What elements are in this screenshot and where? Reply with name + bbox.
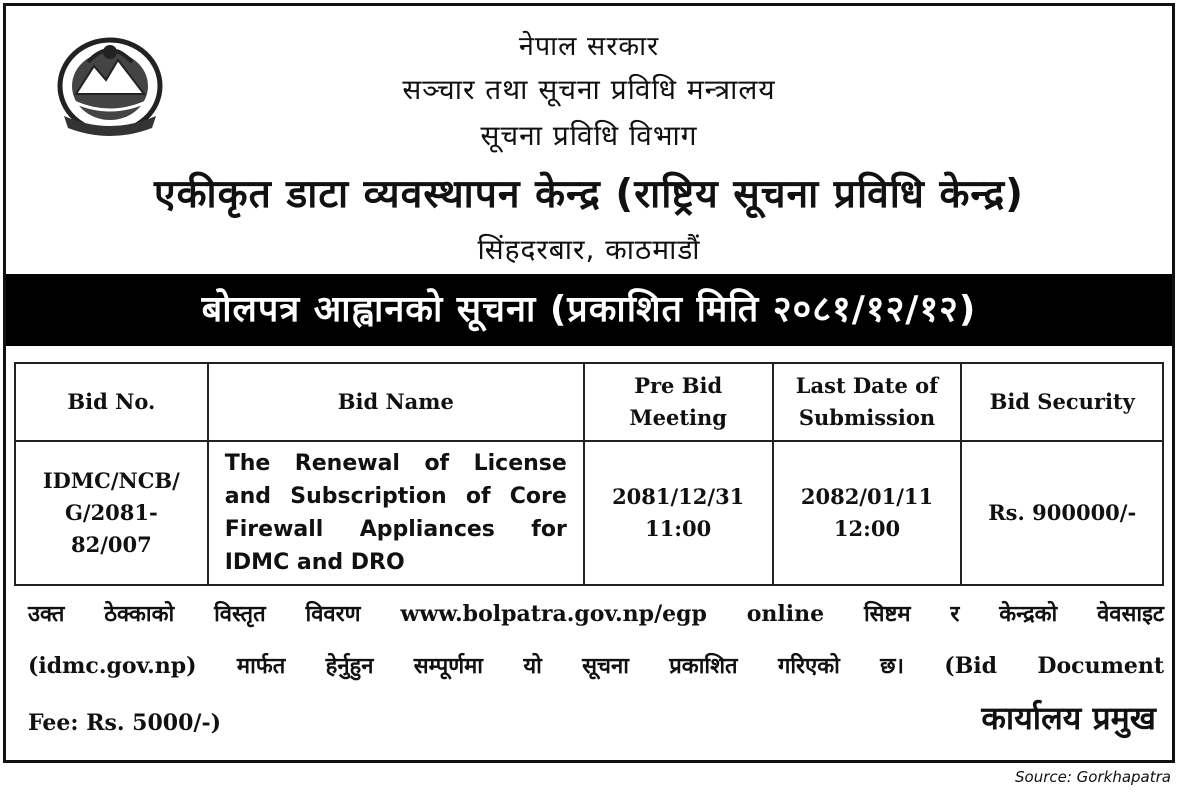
header-department: सूचना प्रविधि विभाग xyxy=(480,119,698,152)
notice-text-line-3: Fee: Rs. 5000/-) xyxy=(28,710,221,736)
notice-title-banner: बोलपत्र आह्वानको सूचना (प्रकाशित मिति २०८१/१२/१२) xyxy=(6,274,1172,346)
source-credit: Source: Gorkhapatra xyxy=(1015,768,1171,786)
bid-no-line: G/2081- xyxy=(64,500,158,525)
last-date-time: 12:00 xyxy=(833,516,901,541)
notice-text-line-1: उक्त ठेक्काको विस्तृत विवरण www.bolpatra.gov.np/egp online सिष्टम र केन्द्रको वेवसाइट xyxy=(28,601,1164,627)
bid-name-line: and Subscription of Core xyxy=(224,484,567,509)
bid-table xyxy=(14,362,1164,586)
office-chief-signature: कार्यालय प्रमुख xyxy=(981,699,1156,737)
col-header-pre-bid-text: Pre Bid Meeting xyxy=(629,373,727,430)
last-date-date: 2082/01/11 xyxy=(800,484,934,509)
bid-no-line: 82/007 xyxy=(71,532,152,557)
bid-name-line: The Renewal of License xyxy=(224,451,567,476)
col-header-bid-no: Bid No. xyxy=(15,363,208,441)
col-header-last-date xyxy=(773,363,962,441)
notice-frame xyxy=(3,3,1175,763)
table-row xyxy=(15,441,1163,585)
col-header-pre-bid xyxy=(584,363,773,441)
cell-pre-bid-meeting xyxy=(584,441,773,585)
notice-text-line-2: (idmc.gov.np) मार्फत हेर्नुहुन सम्पूर्णमा यो सूचना प्रकाशित गरिएको छ। (Bid Document xyxy=(28,653,1164,679)
cell-last-date xyxy=(773,441,962,585)
col-header-bid-name: Bid Name xyxy=(208,363,584,441)
cell-bid-security: Rs. 900000/- xyxy=(961,441,1163,585)
table-header-row xyxy=(15,363,1163,441)
header-ministry: सञ्चार तथा सूचना प्रविधि मन्त्रालय xyxy=(402,73,776,106)
header-government: नेपाल सरकार xyxy=(518,31,660,62)
col-header-bid-security: Bid Security xyxy=(961,363,1163,441)
pre-bid-time: 11:00 xyxy=(645,516,712,541)
cell-bid-no xyxy=(15,441,208,585)
pre-bid-date: 2081/12/31 xyxy=(612,484,745,509)
bid-name-line: Firewall Appliances for xyxy=(224,517,567,542)
header-address: सिंहदरबार, काठमाडौं xyxy=(477,233,701,266)
col-header-last-date-text: Last Date of Submission xyxy=(795,373,939,430)
bid-no-line: IDMC/NCB/ xyxy=(42,468,180,493)
header-office-name: एकीकृत डाटा व्यवस्थापन केन्द्र (राष्ट्रिय सूचना प्रविधि केन्द्र) xyxy=(154,172,1024,217)
bid-name-line: IDMC and DRO xyxy=(224,550,405,575)
cell-bid-name xyxy=(208,441,584,585)
